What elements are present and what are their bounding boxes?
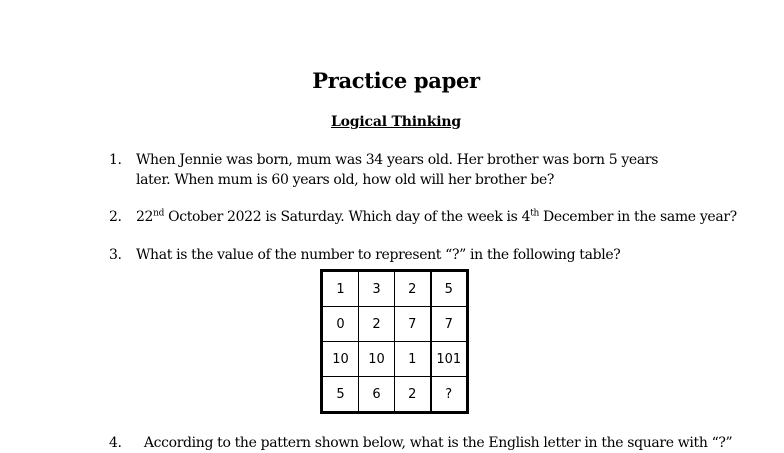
table-cell: 101 [431,342,467,377]
question-text-end: December in the same year? [538,209,737,225]
question-number: 3. [109,247,122,263]
table-row [323,342,467,377]
table-cell: 2 [395,272,431,307]
table-cell: 7 [431,307,467,342]
table-cell: 2 [395,377,431,412]
table-cell: 2 [359,307,395,342]
table-cell: 3 [359,272,395,307]
table-cell: 5 [323,377,359,412]
ordinal-suffix: th [530,208,539,219]
page-title: Practice paper [312,68,480,93]
table-cell: ? [431,377,467,412]
table-cell: 6 [359,377,395,412]
table-row [323,377,467,412]
table-cell: 10 [359,342,395,377]
question-4-partial [109,433,732,453]
table-row [323,272,467,307]
question-text [136,207,737,227]
table-row [323,307,467,342]
table-cell: 7 [395,307,431,342]
ordinal-suffix: nd [153,208,164,219]
question-text: According to the pattern shown below, what is the English letter in the square with “?” [143,435,733,451]
number-table [320,269,469,414]
table-cell: 1 [395,342,431,377]
question-text: What is the value of the number to represent “?” in the following table? [136,247,621,263]
question-text: When Jennie was born, mum was 34 years old. Her brother was born 5 years later. When mum is 60 years old, how old will her brother be? [136,152,659,188]
table-cell: 0 [323,307,359,342]
question-number: 1. [109,152,122,168]
section-subtitle: Logical Thinking [331,114,461,130]
question-number: 2. [109,209,122,225]
table-cell: 10 [323,342,359,377]
date-day: 22 [136,209,154,225]
table-cell: 1 [323,272,359,307]
table-cell: 5 [431,272,467,307]
question-text-middle: October 2022 is Saturday. Which day of the week is 4 [163,209,531,225]
question-number: 4. [109,435,122,451]
